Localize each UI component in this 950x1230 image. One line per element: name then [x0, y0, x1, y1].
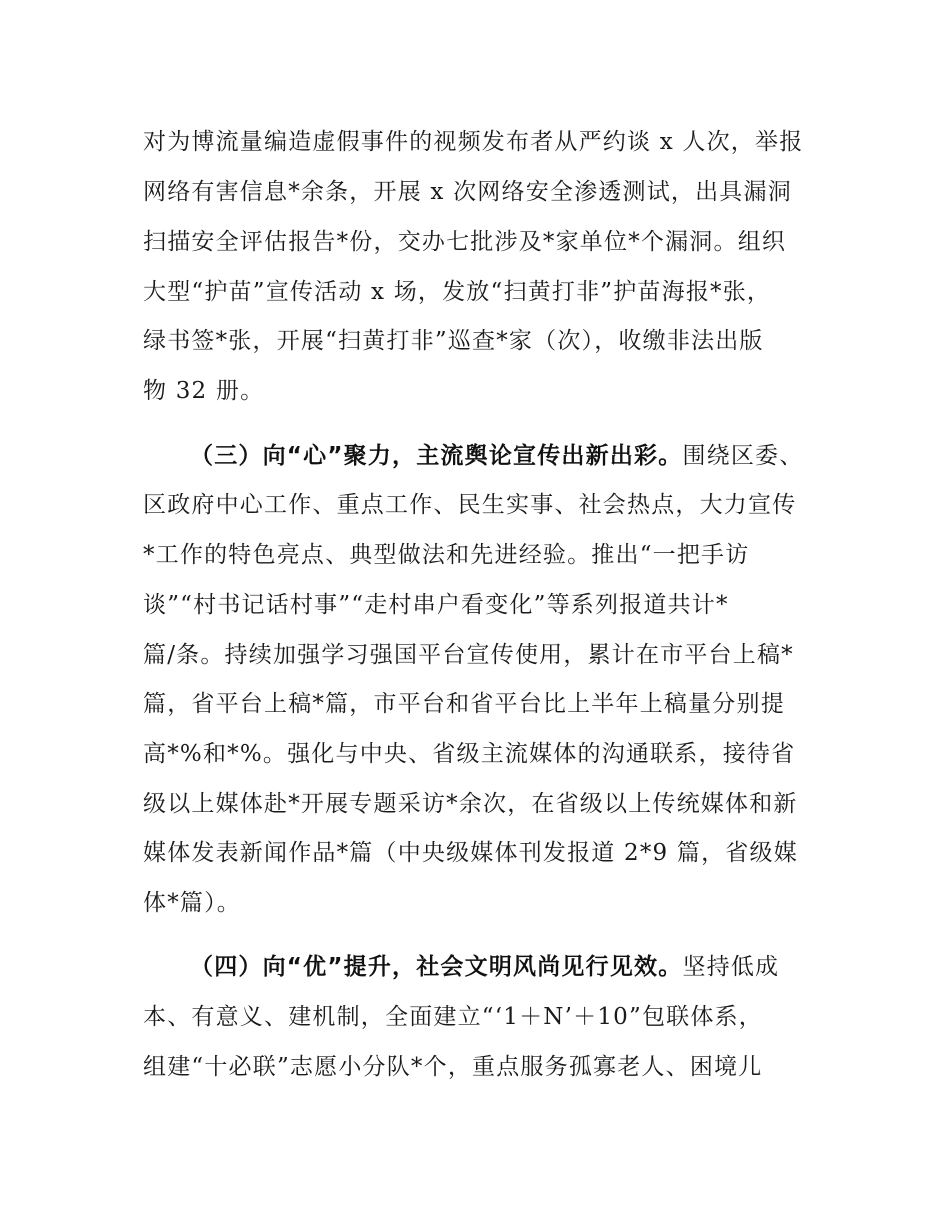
paragraph-3-line-2: 本、有意义、建机制，全面建立“‘1＋N’＋10”包联体系， [143, 1004, 763, 1030]
paragraph-3-first-line [190, 952, 779, 982]
paragraph-2-line-10: 体*篇）。 [143, 890, 241, 916]
paragraph-2-first-line [190, 441, 803, 471]
paragraph-1-line-4: 大型“护苗”宣传活动 x 场，发放“扫黄打非”护苗海报*张， [143, 279, 772, 305]
paragraph-2-line-9: 媒体发表新闻作品*篇（中央级媒体刊发报道 2*9 篇，省级媒 [143, 840, 798, 866]
paragraph-1-line-6: 物 32 册。 [143, 378, 265, 404]
paragraph-3-line-3: 组建“十必联”志愿小分队*个，重点服务孤寡老人、困境儿 [143, 1054, 763, 1080]
paragraph-2-line-6: 篇，省平台上稿*篇，市平台和省平台比上半年上稿量分别提 [143, 691, 785, 717]
paragraph-2-line-8: 级以上媒体赴*开展专题采访*余次，在省级以上传统媒体和新 [143, 791, 798, 817]
paragraph-3-heading: （四）向“优”提升，社会文明风尚见行见效。 [190, 954, 683, 980]
paragraph-2-first-line-rest: 围绕区委、 [682, 443, 804, 469]
paragraph-1-line-1: 对为博流量编造虚假事件的视频发布者从严约谈 x 人次，举报 [143, 129, 804, 155]
paragraph-2-line-5: 篇/条。持续加强学习强国平台宣传使用，累计在市平台上稿* [143, 642, 794, 668]
paragraph-1-line-5: 绿书签*张，开展“扫黄打非”巡查*家（次），收缴非法出版 [143, 328, 764, 354]
paragraph-2-line-2: 区政府中心工作、重点工作、民生实事、社会热点，大力宣传 [143, 492, 797, 518]
paragraph-2-line-7: 高*%和*%。强化与中央、省级主流媒体的沟通联系，接待省 [143, 741, 796, 767]
paragraph-2-line-3: *工作的特色亮点、典型做法和先进经验。推出“一把手访 [143, 542, 750, 568]
paragraph-1-line-2: 网络有害信息*余条，开展 x 次网络安全渗透测试，出具漏洞 [143, 179, 792, 205]
paragraph-1-line-3: 扫描安全评估报告*份，交办七批涉及*家单位*个漏洞。组织 [143, 229, 787, 255]
paragraph-2-line-4: 谈”“村书记话村事”“走村串户看变化”等系列报道共计* [143, 592, 729, 618]
paragraph-2-heading: （三）向“心”聚力，主流舆论宣传出新出彩。 [190, 443, 683, 469]
paragraph-3-first-line-rest: 坚持低成 [682, 954, 780, 980]
